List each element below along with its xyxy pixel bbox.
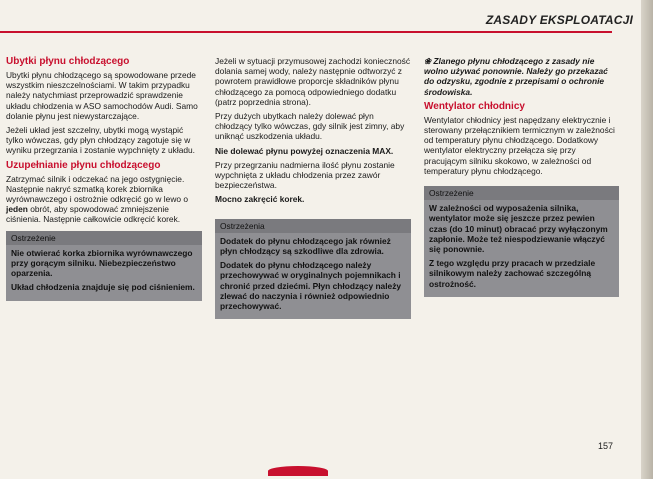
paragraph: Zatrzymać silnik i odczekać na jego ostygnięcie. Następnie nakryć szmatką korek zbiornika wyrównawczego i ostrożnie odkręcić go w lewo o jeden obrót, aby spowodować zmniejszenie ciśnienia. Następnie całkowicie odkręcić korek. xyxy=(6,173,189,225)
page-header-title: ZASADY EKSPLOATACJI xyxy=(485,13,633,27)
warning-text: Dodatek do płynu chłodzącego należy przechowywać w oryginalnych pojemnikach i chronić przed dziećmi. Płyn chłodzący należy zlewać do naczynia i również odpowiednio przechowywać. xyxy=(220,260,402,312)
environment-icon: ❀ xyxy=(424,56,432,66)
paragraph-bold: Mocno zakręcić korek. xyxy=(215,194,305,205)
page-number: 157 xyxy=(597,441,613,451)
page-edge xyxy=(641,0,653,479)
warning-text: W zależności od wyposażenia silnika, wentylator może się jeszcze przez pewien czas (do 10 minut) obracać przy wyłączonym zapłonie. Może też niespodziewanie włączyć się ponownie. xyxy=(429,203,608,255)
paragraph: Jeżeli w sytuacji przymusowej zachodzi konieczność dolania samej wody, należy następnie odtworzyć z powrotem prawidłowe proporcje składników płynu chłodzącego za pomocą odpowiedniego dodatku (patrz poprzednia strona). xyxy=(215,56,411,107)
warning-body xyxy=(215,233,411,319)
paragraph: Jeżeli układ jest szczelny, ubytki mogą wystąpić tylko wówczas, gdy płyn chłodzący zagotuje się w wyniku przegrzania i zostanie wypchnięty z układu. xyxy=(6,125,195,156)
warning-text: Dodatek do płynu chłodzącego jak również płyn chłodzący są szkodliwe dla zdrowia. xyxy=(220,235,391,257)
paragraph: Przy przegrzaniu nadmierna ilość płynu zostanie wypchnięta z układu chłodzenia przez zawór bezpieczeństwa. xyxy=(215,159,395,191)
warning-text: Z tego względu przy pracach w przedziale silnikowym należy zachować szczególną ostrożność. xyxy=(429,258,596,289)
warning-body xyxy=(6,245,202,301)
heading-radiator-fan: Wentylator chłodnicy xyxy=(424,100,525,112)
paragraph: Ubytki płynu chłodzącego są spowodowane przede wszystkim nieszczelnościami. W takim przypadku należy natychmiast przeprowadzić sprawdzenie układu chłodzenia w ASO samochodów Audi. Samo dolanie płynu jest niewystarczające. xyxy=(6,70,198,121)
paragraph-bold: Nie dolewać płynu powyżej oznaczenia MAX. xyxy=(215,145,394,156)
heading-topping-up-coolant: Uzupełnianie płynu chłodzącego xyxy=(6,159,161,171)
paragraph: Przy dużych ubytkach należy dolewać płyn chłodzący tylko wówczas, gdy silnik jest zimny, aby uniknąć uszkodzenia układu. xyxy=(215,111,405,142)
header-rule xyxy=(0,31,612,33)
bottom-decoration xyxy=(268,466,328,476)
paragraph: Wentylator chłodnicy jest napędzany elektrycznie i sterowany przełącznikiem termicznym w zależności od temperatury płynu chłodzącego. Dodatkowy wentylator elektryczny przełącza się przy pracującym silniku skokowo, w zależności od temperatury płynu chłodzącego. xyxy=(424,114,615,176)
warning-box xyxy=(215,219,411,320)
warning-text: Układ chłodzenia znajduje się pod ciśnieniem. xyxy=(11,282,195,293)
warning-body xyxy=(424,200,619,297)
warning-title: Ostrzeżenie xyxy=(6,231,202,245)
environment-note: ❀ Zlanego płynu chłodzącego z zasady nie wolno używać ponownie. Należy go przekazać do odzysku, zgodnie z przepisami o ochronie środowiska. xyxy=(424,56,608,97)
column-1 xyxy=(6,56,202,301)
heading-coolant-losses: Ubytki płynu chłodzącego xyxy=(6,56,130,67)
warning-box xyxy=(424,186,619,297)
warning-title: Ostrzeżenia xyxy=(215,219,411,233)
warning-text: Nie otwierać korka zbiornika wyrównawczego przy gorącym silniku. Niebezpieczeństwo oparzenia. xyxy=(11,247,193,279)
column-3 xyxy=(424,56,619,297)
warning-title: Ostrzeżenie xyxy=(424,186,619,200)
column-2 xyxy=(215,56,411,319)
warning-box xyxy=(6,231,202,301)
